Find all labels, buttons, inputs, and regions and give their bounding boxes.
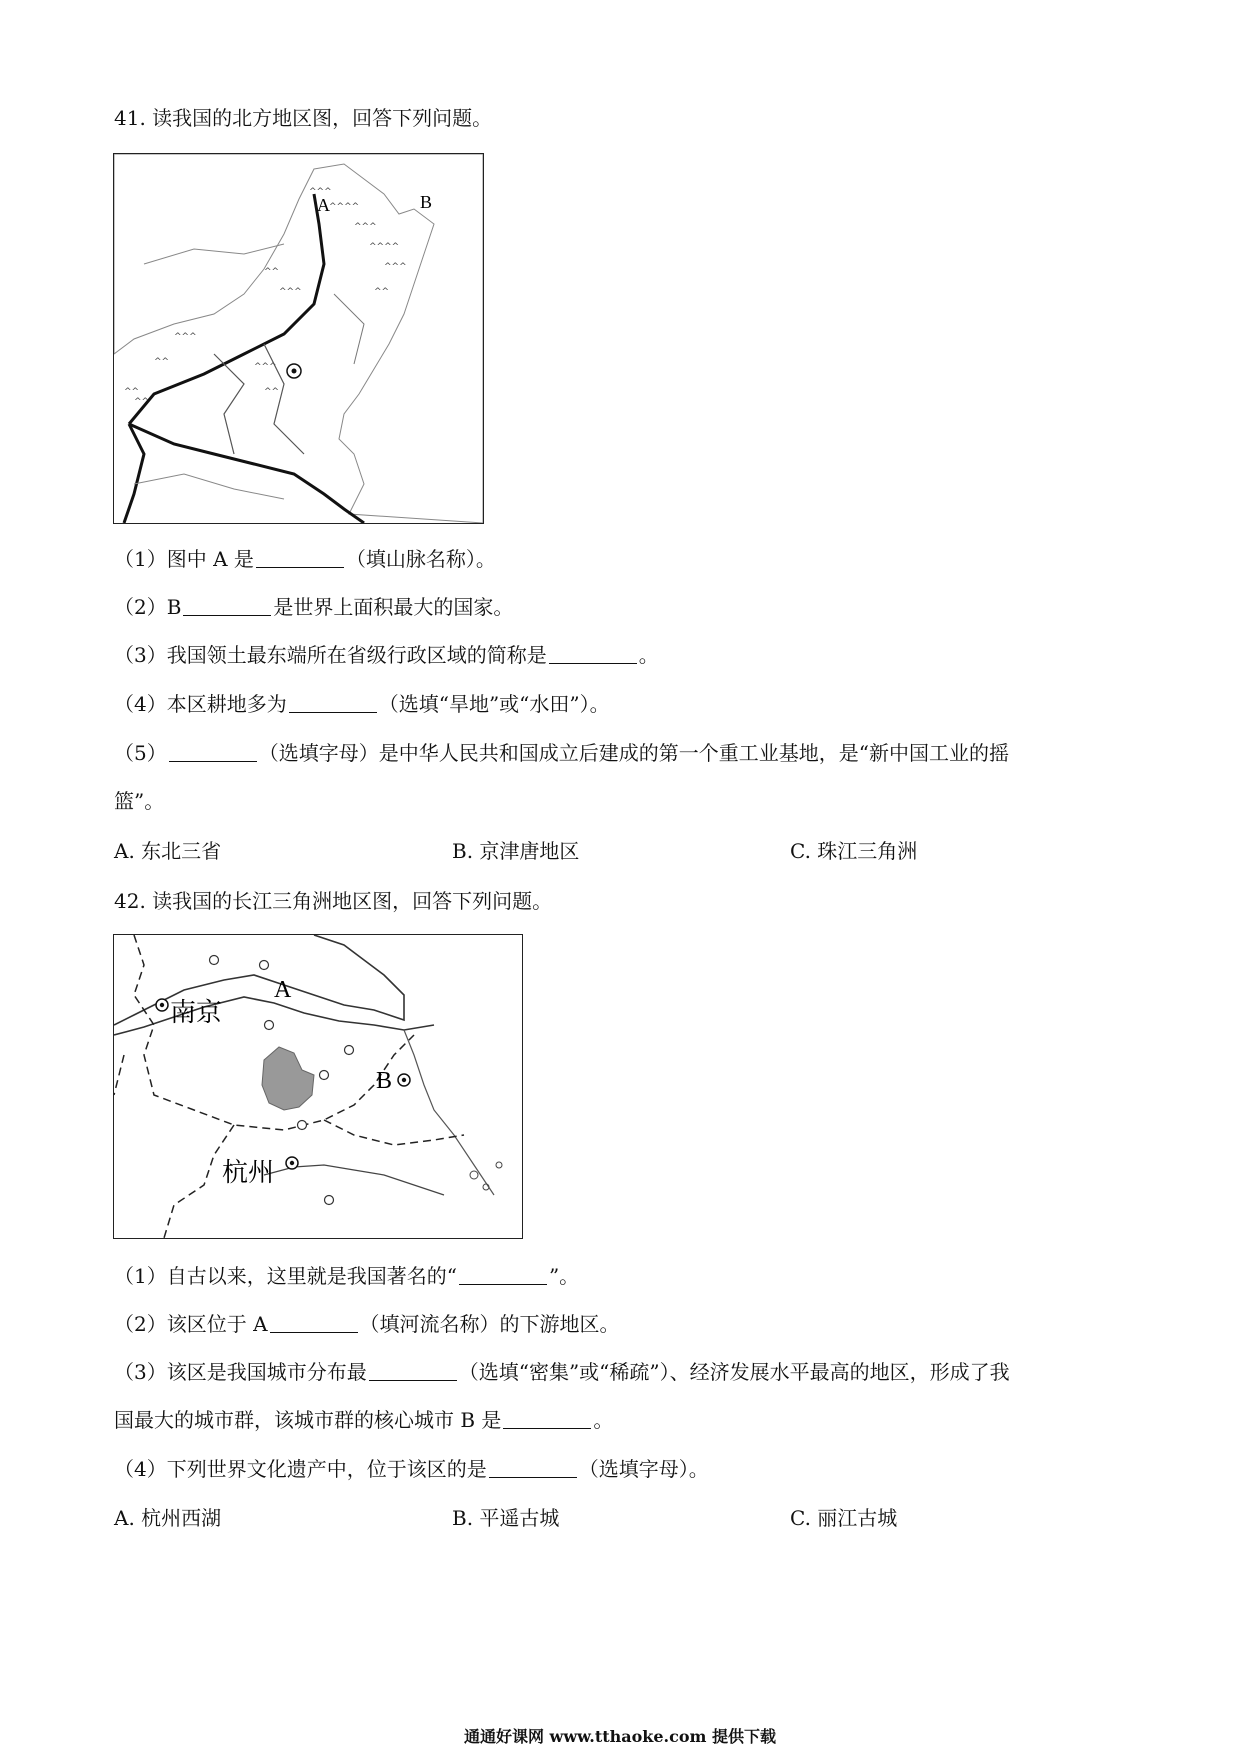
q42-item-3: （3）该区是我国城市分布最 （选填“密集”或“稀疏”）、经济发展水平最高的地区，形成了我 <box>114 1360 1010 1384</box>
svg-text:^^^: ^^^ <box>174 332 197 342</box>
answer-blank[interactable] <box>369 1360 457 1381</box>
q41-item-3: （3）我国领土最东端所在省级行政区域的简称是 。 <box>114 643 659 667</box>
map-label-nanjing: 南京 <box>170 998 223 1028</box>
q41-option-a[interactable]: A. 东北三省 <box>114 839 222 863</box>
svg-text:^^: ^^ <box>124 387 140 397</box>
answer-blank[interactable] <box>489 1457 577 1478</box>
svg-text:^^: ^^ <box>264 267 280 277</box>
svg-text:^^: ^^ <box>134 397 150 407</box>
northern-region-map <box>113 153 484 524</box>
q41-item-5-cont: 篮”。 <box>114 789 165 813</box>
svg-text:^^^: ^^^ <box>279 287 302 297</box>
q42-option-c[interactable]: C. 丽江古城 <box>790 1506 898 1530</box>
answer-blank[interactable] <box>169 741 257 762</box>
map-label-b: B <box>376 1068 393 1094</box>
q41-item-5: （5） （选填字母）是中华人民共和国成立后建成的第一个重工业基地，是“新中国工业的摇 <box>114 741 1009 765</box>
svg-text:^^: ^^ <box>154 357 170 367</box>
q42-item-1: （1）自古以来，这里就是我国著名的“ ”。 <box>114 1264 580 1288</box>
svg-text:^^^: ^^^ <box>254 362 277 372</box>
q41-option-b[interactable]: B. 京津唐地区 <box>452 839 580 863</box>
svg-text:^^^: ^^^ <box>354 222 377 232</box>
footer-source: 通通好课网 www.tthaoke.com 提供下载 <box>463 1727 777 1746</box>
question-41-title: 41. 读我国的北方地区图，回答下列问题。 <box>114 106 493 130</box>
answer-blank[interactable] <box>459 1264 547 1285</box>
q42-option-b[interactable]: B. 平遥古城 <box>452 1506 560 1530</box>
answer-blank[interactable] <box>270 1312 358 1333</box>
answer-blank[interactable] <box>183 595 271 616</box>
svg-text:^^^^: ^^^^ <box>329 202 360 212</box>
svg-text:^^: ^^ <box>264 387 280 397</box>
answer-blank[interactable] <box>503 1408 591 1429</box>
svg-text:^^^^: ^^^^ <box>369 242 400 252</box>
answer-blank[interactable] <box>549 643 637 664</box>
svg-text:^^^: ^^^ <box>309 187 332 197</box>
q41-item-2: （2）B 是世界上面积最大的国家。 <box>114 595 514 619</box>
map-label-hangzhou: 杭州 <box>222 1158 275 1188</box>
q41-item-1: （1）图中 A 是 （填山脉名称）。 <box>114 547 496 571</box>
q41-item-4: （4）本区耕地多为 （选填“旱地”或“水田”）。 <box>114 692 610 716</box>
svg-text:^^: ^^ <box>374 287 390 297</box>
map-label-a: A <box>317 195 330 215</box>
northern-region-map-drawing <box>114 154 483 523</box>
q42-item-2: （2）该区位于 A （填河流名称）的下游地区。 <box>114 1312 620 1336</box>
q41-option-c[interactable]: C. 珠江三角洲 <box>790 839 918 863</box>
question-42-title: 42. 读我国的长江三角洲地区图，回答下列问题。 <box>114 889 553 913</box>
answer-blank[interactable] <box>256 547 344 568</box>
map-label-a: A <box>274 977 292 1003</box>
yangtze-delta-map-drawing <box>114 935 522 1238</box>
map-label-b: B <box>420 192 433 212</box>
answer-blank[interactable] <box>289 692 377 713</box>
q42-item-3-cont: 国最大的城市群，该城市群的核心城市 B 是 。 <box>114 1408 614 1432</box>
svg-text:^^^: ^^^ <box>384 262 407 272</box>
yangtze-delta-map <box>113 934 523 1239</box>
q42-option-a[interactable]: A. 杭州西湖 <box>114 1506 222 1530</box>
q42-item-4: （4）下列世界文化遗产中，位于该区的是 （选填字母）。 <box>114 1457 709 1481</box>
